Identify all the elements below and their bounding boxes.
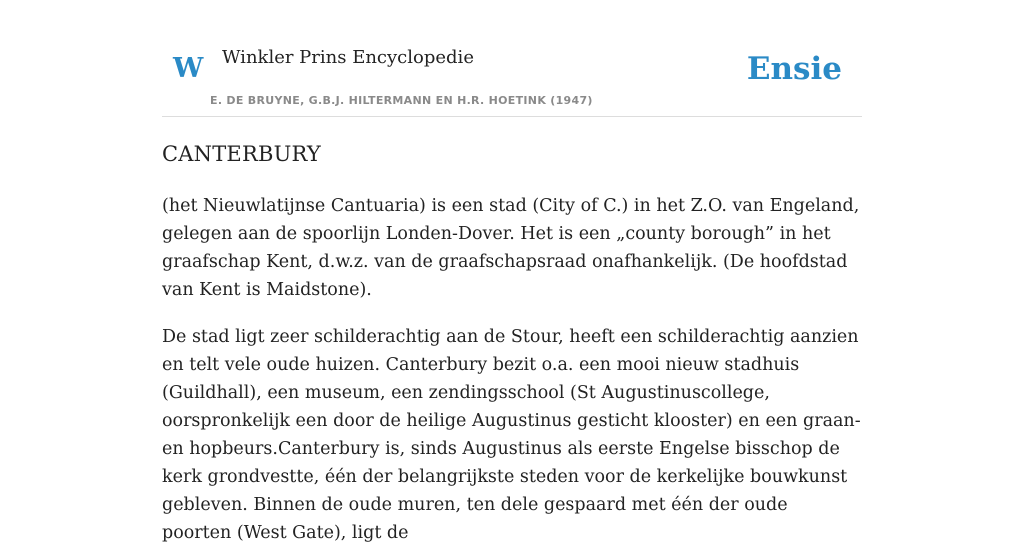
brand-logo-link[interactable]: Ensie [746,51,842,87]
publication-title[interactable]: Winkler Prins Encyclopedie [222,47,474,68]
article-paragraph: (het Nieuwlatijnse Cantuaria) is een stad (City of C.) in het Z.O. van Engeland, gelegen aan de spoorlijn Londen-Dover. Het is een „county borough” in het graafschap Kent, d.w.z. van de graafschapsraad onafhankelijk. (De hoofdstad van Kent is Maidstone). [162,196,860,300]
publication-logo[interactable]: W [173,53,204,84]
site-header [162,0,862,117]
publication-authors: E. DE BRUYNE, G.B.J. HILTERMANN EN H.R. HOETINK (1947) [210,94,593,107]
article-paragraph: De stad ligt zeer schilderachtig aan de Stour, heeft een schilderachtig aanzien en telt vele oude huizen. Canterbury bezit o.a. een mooi nieuw stadhuis (Guildhall), een museum, een zendingsschool (St Augustinuscollege, oorspronkelijk een door de heilige Augustinus gesticht klooster) en een graan- en hopbeurs.Canterbury is, sinds Augustinus als eerste Engelse bisschop de kerk grondvestte, één der belangrijkste steden voor de kerkelijke bouwkunst gebleven. Binnen de oude muren, ten dele gespaard met één der oude poorten (West Gate), ligt de [162,327,861,543]
article [162,138,862,547]
article-title: CANTERBURY [162,142,321,166]
